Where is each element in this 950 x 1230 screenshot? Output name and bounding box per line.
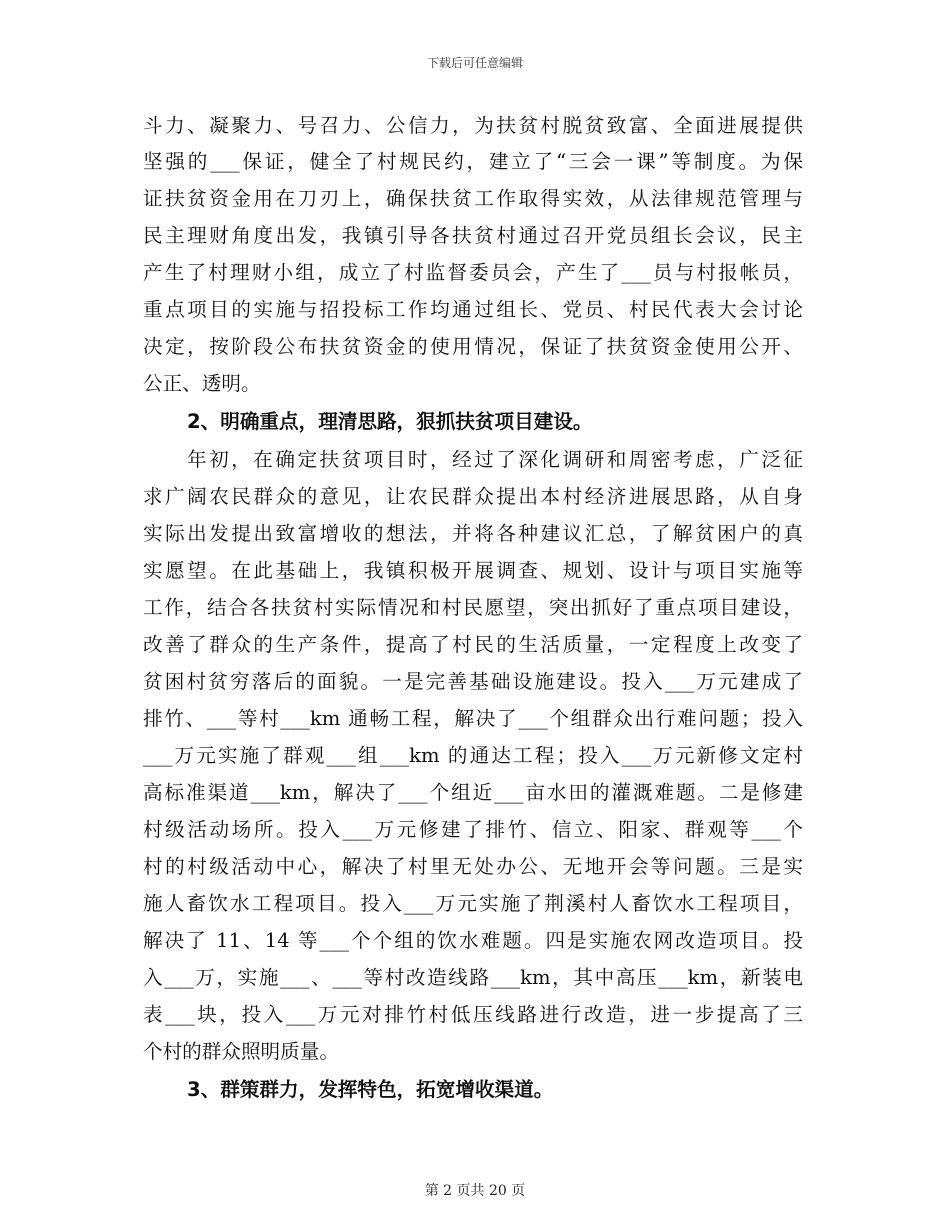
- text-line: 斗力、凝聚力、号召力、公信力，为扶贫村脱贫致富、全面进展提供: [143, 114, 803, 137]
- text-line: 实愿望。在此基础上，我镇积极开展调查、规划、设计与项目实施等: [143, 559, 803, 582]
- text-line: ___万元实施了群观___组___km 的通达工程；投入___万元新修文定村: [143, 744, 803, 767]
- text-line: 解决了 11、14 等___个个组的饮水难题。四是实施农网改造项目。投: [143, 929, 803, 952]
- text-line: 工作，结合各扶贫村实际情况和村民愿望，突出抓好了重点项目建设，: [143, 596, 803, 619]
- text-line: 民主理财角度出发，我镇引导各扶贫村通过召开党员组长会议，民主: [143, 224, 803, 247]
- section-heading-3: 3、群策群力，发挥特色，拓宽增收渠道。: [187, 1078, 554, 1101]
- text-line: 村级活动场所。投入___万元修建了排竹、信立、阳家、群观等___个: [143, 818, 803, 841]
- text-line: 村的村级活动中心，解决了村里无处办公、无地开会等问题。三是实: [143, 855, 803, 878]
- text-line: 高标准渠道___km，解决了___个组近___亩水田的灌溉难题。二是修建: [143, 781, 803, 804]
- text-line: 重点项目的实施与招投标工作均通过组长、党员、村民代表大会讨论: [143, 298, 803, 321]
- page-header: 下载后可任意编辑: [426, 56, 523, 70]
- text-line: 求广阔农民群众的意见，让农民群众提出本村经济进展思路，从自身: [143, 485, 803, 508]
- text-line: 入___万，实施___、___等村改造线路___km，其中高压___km，新装电: [143, 966, 803, 989]
- text-line: 坚强的___保证，健全了村规民约，建立了“三会一课”等制度。为保: [143, 150, 803, 173]
- text-line: 年初，在确定扶贫项目时，经过了深化调研和周密考虑，广泛征: [187, 448, 803, 471]
- page-footer: 第 2 页共 20 页: [424, 1183, 526, 1199]
- text-line: 决定，按阶段公布扶贫资金的使用情况，保证了扶贫资金使用公开、: [143, 335, 803, 358]
- text-line: 施人畜饮水工程项目。投入___万元实施了荆溪村人畜饮水工程项目，: [143, 892, 803, 915]
- text-line: 产生了村理财小组，成立了村监督委员会，产生了___员与村报帐员，: [143, 261, 803, 284]
- text-line: 公正、透明。: [143, 372, 261, 395]
- text-line: 表___块，投入___万元对排竹村低压线路进行改造，进一步提高了三: [143, 1003, 803, 1026]
- text-line: 改善了群众的生产条件，提高了村民的生活质量，一定程度上改变了: [143, 633, 803, 656]
- text-line: 证扶贫资金用在刀刃上，确保扶贫工作取得实效，从法律规范管理与: [143, 187, 803, 210]
- text-line: 实际出发提出致富增收的想法，并将各种建议汇总，了解贫困户的真: [143, 522, 803, 545]
- text-line: 个村的群众照明质量。: [143, 1040, 339, 1063]
- text-line: 排竹、___等村___km 通畅工程，解决了___个组群众出行难问题；投入: [143, 707, 803, 730]
- text-line: 贫困村贫穷落后的面貌。一是完善基础设施建设。投入___万元建成了: [143, 670, 803, 693]
- section-heading-2: 2、明确重点，理清思路，狠抓扶贫项目建设。: [187, 410, 593, 433]
